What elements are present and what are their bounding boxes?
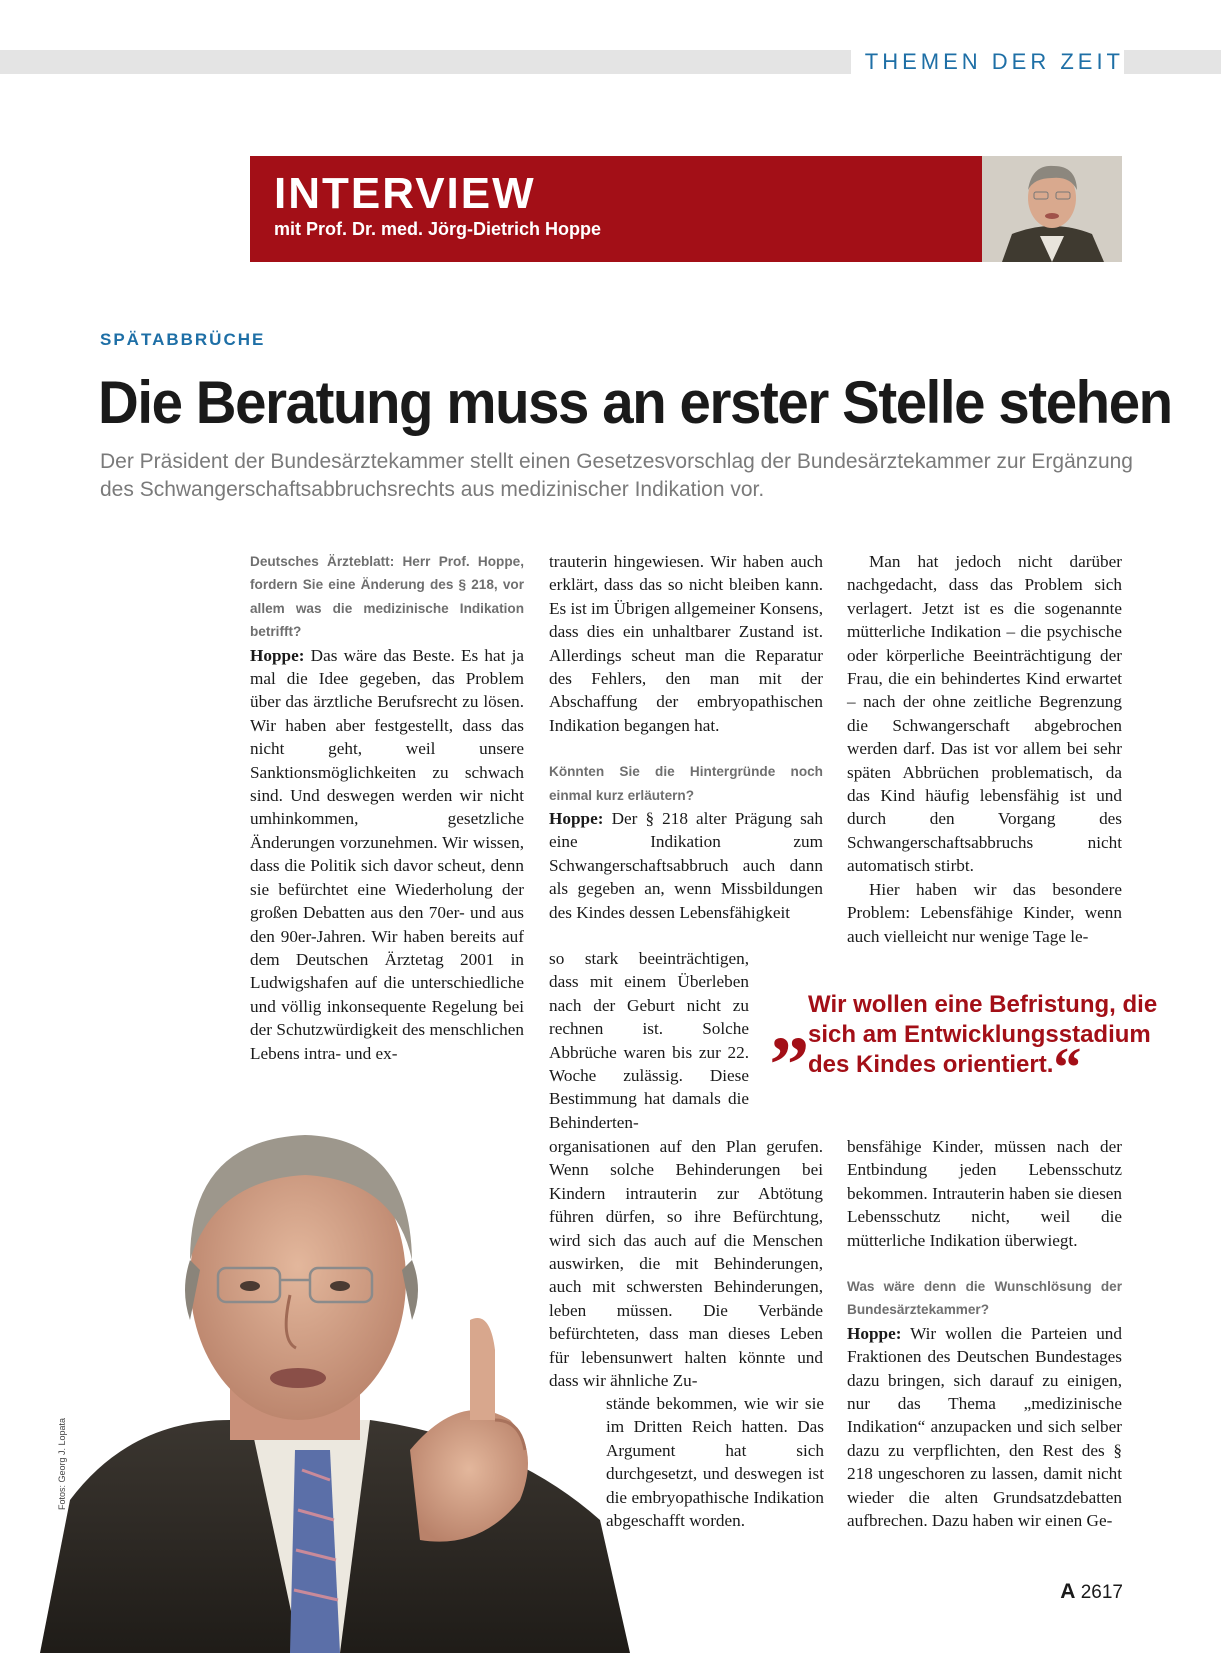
interview-answer xyxy=(250,644,524,1065)
page-number-value: 2617 xyxy=(1080,1582,1123,1603)
quote-close-mark: “ xyxy=(1053,1037,1082,1099)
page-number xyxy=(1060,1580,1123,1604)
column-2-narrow xyxy=(549,947,749,1134)
portrait-photo xyxy=(40,1120,630,1653)
answer-text: stände bekommen, wie wir sie im Dritten Reich hatten. Das Argument hat sich durchgesetzt, und deswegen ist die embryopathische Indikation abgeschafft worden. xyxy=(606,1394,824,1531)
interview-banner xyxy=(250,156,982,262)
interview-answer xyxy=(549,807,823,924)
quote-open-mark: „ xyxy=(770,980,810,1068)
answer-text: Das wäre das Beste. Es hat ja mal die Idee gegeben, das Problem über das ärztliche Berufsrecht zu lösen. Wir haben aber festgestellt, dass das nicht geht, weil unsere Sanktionsmöglichkeiten zu schwach sind. Und deswegen werden wir nicht umhinkommen, gesetzliche Änderungen vorzunehmen. Wir wissen, dass die Politik sich davor scheut, denn sie befürchtet eine Wiederholung der großen Debatten aus den 70er- und aus den 90er-Jahren. Wir haben bereits auf dem Deutschen Ärztetag 2001 in Ludwigshafen auf die unterschiedliche und völlig inkonsequente Regelung bei der Schutzwürdigkeit des menschlichen Lebens intra- und ex- xyxy=(250,645,525,1063)
banner-portrait-photo xyxy=(982,156,1122,262)
speaker-label: Hoppe: xyxy=(549,809,604,829)
interview-question: Was wäre denn die Wunschlösung der Bundesärztekammer? xyxy=(847,1279,1122,1318)
article-headline: Die Beratung muss an erster Stelle stehen xyxy=(98,369,1172,436)
paragraph: Man hat jedoch nicht darüber nachgedacht, dass das Problem sich verlagert. Jetzt ist es die sogenannte mütterliche Indikation – die psychische oder körperliche Beeinträchtigung der Frau, die ein behindertes Kind erwartet – nach der ohne zeitliche Begrenzung die Schwangerschaft abgebrochen werden darf. Das ist vor allem bei sehr späten Abbrüchen problematisch, da das Kind häufig lebensfähig ist und durch den Vorgang des Schwangerschaftsabbruchs nicht automatisch stirbt. xyxy=(847,552,1122,876)
column-1 xyxy=(250,550,524,1065)
paragraph: bensfähige Kinder, müssen nach der Entbindung jeden Lebensschutz bekommen. Intrauterin haben sie diesen Lebensschutz nicht, weil die mütterliche Indikation überwiegt. xyxy=(847,1137,1122,1250)
article-kicker: SPÄTABBRÜCHE xyxy=(100,330,266,349)
banner-subtitle: mit Prof. Dr. med. Jörg-Dietrich Hoppe xyxy=(274,219,602,239)
answer-text: organisationen auf den Plan gerufen. Wenn solche Behinderungen bei Kindern intrauterin zur Abtötung führen dürfen, so ihre Befürchtung, wird sich das auch auf die Menschen auswirken, die mit Behinderungen, auch mit schwersten Behinderungen, leben müssen. Die Verbände befürchteten, dass man dieses Leben für lebensunwert halten könnte und dass wir ähnliche Zu- xyxy=(549,1137,823,1391)
section-label: THEMEN DER ZEIT xyxy=(851,48,1124,76)
interview-answer xyxy=(847,1322,1122,1533)
column-2-bottom xyxy=(606,1392,824,1532)
interview-question: Könnten Sie die Hintergründe noch einmal kurz erläutern? xyxy=(549,764,823,803)
answer-text: Wir wollen die Parteien und Fraktionen des Deutschen Bundestages dazu bringen, sich darauf zu einigen, nur das Thema „medizinische Indikation“ anzupacken und sich selber dazu zu verpflichten, den Rest des § 218 ungeschoren zu lassen, damit nicht wieder die alten Grundsatzdebatten aufbrechen. Dazu haben wir einen Ge- xyxy=(847,1323,1122,1531)
pull-quote xyxy=(770,980,1170,1099)
paragraph: Hier haben wir das besondere Problem: Lebensfähige Kinder, wenn auch vielleicht nur wenige Tage le- xyxy=(847,879,1122,946)
page-prefix: A xyxy=(1060,1580,1076,1603)
photo-credit: Fotos: Georg J. Lopata xyxy=(57,1417,67,1510)
column-3-top xyxy=(847,550,1122,948)
pull-quote-text: Wir wollen eine Befristung, die sich am Entwicklungsstadium des Kindes orientiert. xyxy=(808,991,1158,1078)
answer-text: Der § 218 alter Prägung sah eine Indikation zum Schwangerschaftsabbruch auch dann als gegeben an, wenn Missbildungen des Kindes dessen Lebensfähigkeit xyxy=(549,809,824,922)
speaker-label: Hoppe: xyxy=(250,645,305,665)
article-lead: Der Präsident der Bundesärztekammer stellt einen Gesetzesvorschlag der Bundesärztekammer zur Ergänzung des Schwangerschaftsabbruchsrechts aus medizinischer Indikation vor. xyxy=(100,450,1133,501)
column-2-top xyxy=(549,550,823,924)
speaker-label: Hoppe: xyxy=(847,1323,902,1343)
interview-question: Deutsches Ärzteblatt: Herr Prof. Hoppe, fordern Sie eine Änderung des § 218, vor allem was die medizinische Indikation betrifft? xyxy=(250,554,524,640)
column-3-bottom xyxy=(847,1135,1122,1533)
answer-text: so stark beeinträchtigen, dass mit einem Überleben nach der Geburt nicht zu rechnen ist. Solche Abbrüche waren bis zur 22. Woche zulässig. Diese Bestimmung hat damals die Behinderten- xyxy=(549,949,749,1132)
paragraph: trauterin hingewiesen. Wir haben auch erklärt, dass das so nicht bleiben kann. Es ist im Übrigen allgemeiner Konsens, dass dies ein unhaltbarer Zustand ist. Allerdings scheut man die Reparatur des Fehlers, den man mit der Abschaffung der embryopathischen Indikation begangen hat. xyxy=(549,552,823,735)
banner-title: INTERVIEW xyxy=(274,169,536,218)
